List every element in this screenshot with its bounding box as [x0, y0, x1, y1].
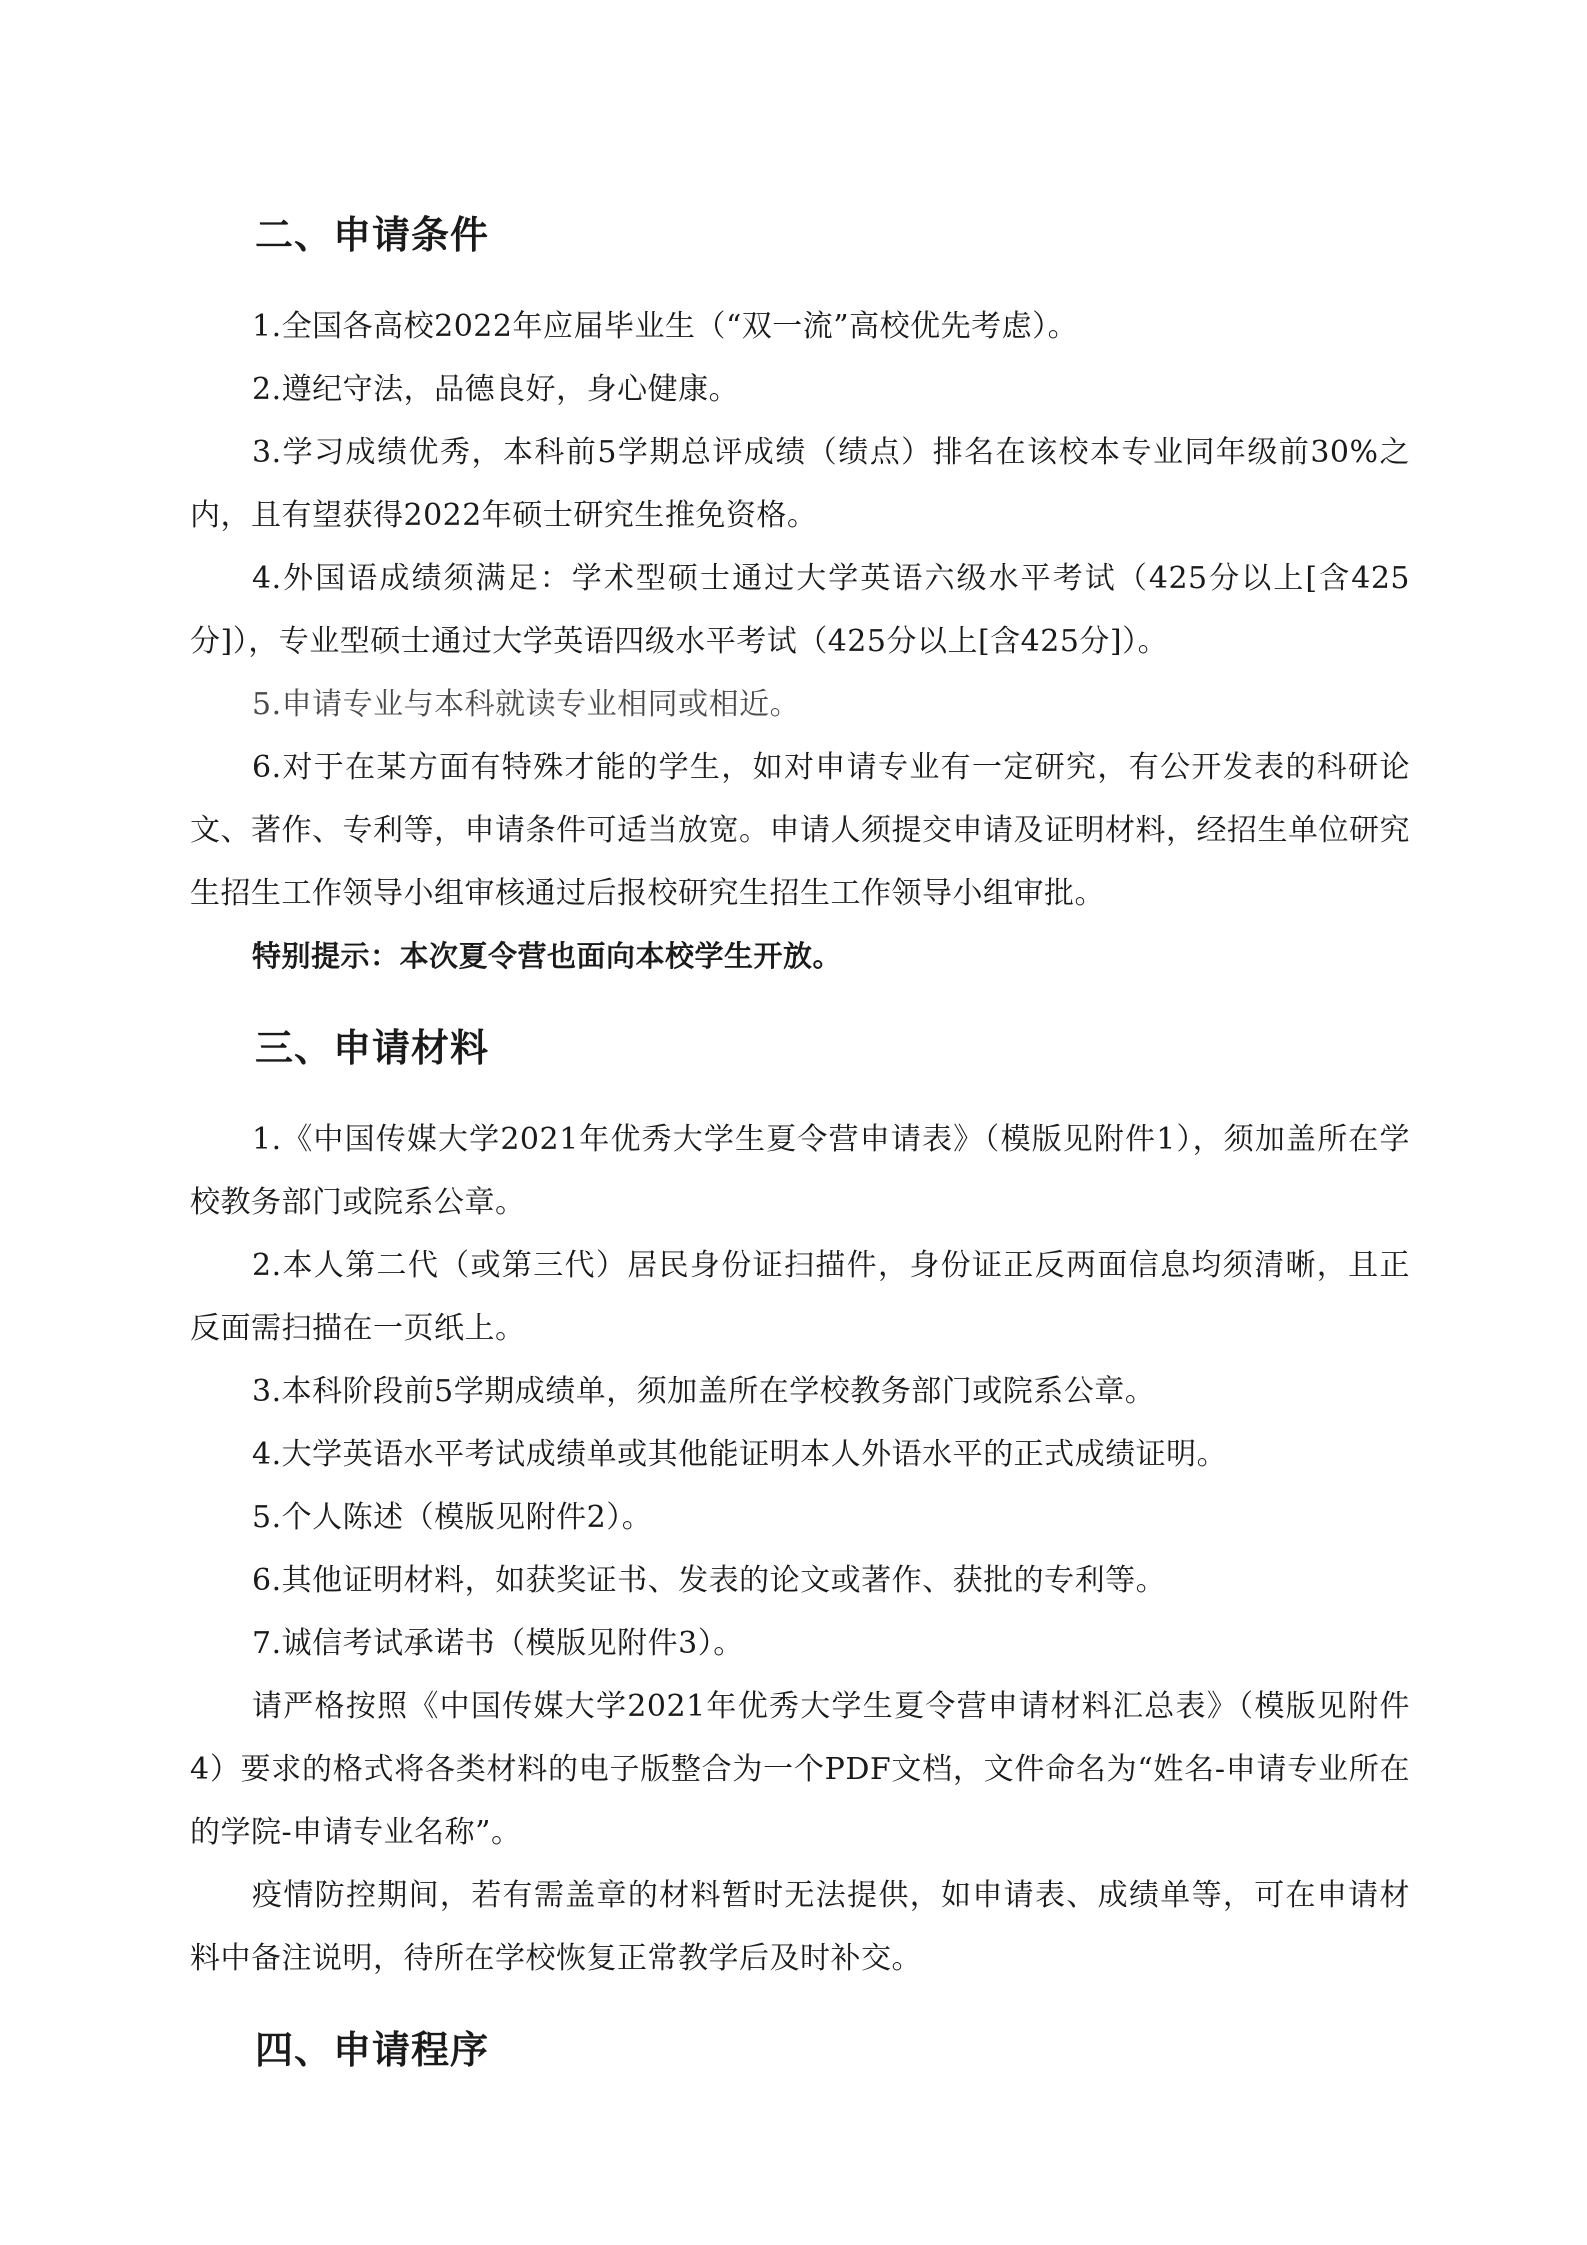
section-heading-materials: 三、申请材料 — [255, 1026, 490, 1070]
material-item-7: 7.诚信考试承诺书（模版见附件3）。 — [252, 1626, 744, 1661]
material-item-2: 2.本人第二代（或第三代）居民身份证扫描件，身份证正反两面信息均须清晰，且正反面需扫描在一页纸上。 — [190, 1248, 1410, 1346]
condition-item-6: 6.对于在某方面有特殊才能的学生，如对申请专业有一定研究，有公开发表的科研论文、著作、专利等，申请条件可适当放宽。申请人须提交申请及证明材料，经招生单位研究生招生工作领导小组审核通过后报校研究生招生工作领导小组审批。 — [190, 750, 1410, 911]
condition-item-4: 4.外国语成绩须满足：学术型硕士通过大学英语六级水平考试（425分以上[含425分]），专业型硕士通过大学英语四级水平考试（425分以上[含425分]）。 — [190, 561, 1410, 659]
condition-item-1: 1.全国各高校2022年应届毕业生（“双一流”高校优先考虑）。 — [252, 309, 1079, 344]
materials-format-instruction: 请严格按照《中国传媒大学2021年优秀大学生夏令营申请材料汇总表》（模版见附件4）要求的格式将各类材料的电子版整合为一个PDF文档，文件命名为“姓名-申请专业所在的学院-申请专业名称”。 — [190, 1689, 1410, 1850]
material-item-5: 5.个人陈述（模版见附件2）。 — [252, 1500, 653, 1535]
condition-item-2: 2.遵纪守法，品德良好，身心健康。 — [252, 372, 740, 407]
section-heading-procedure: 四、申请程序 — [255, 2028, 490, 2072]
material-item-1: 1.《中国传媒大学2021年优秀大学生夏令营申请表》（模版见附件1），须加盖所在学校教务部门或院系公章。 — [190, 1122, 1410, 1220]
condition-item-3: 3.学习成绩优秀，本科前5学期总评成绩（绩点）排名在该校本专业同年级前30%之内，且有望获得2022年硕士研究生推免资格。 — [190, 435, 1410, 533]
material-item-3: 3.本科阶段前5学期成绩单，须加盖所在学校教务部门或院系公章。 — [252, 1374, 1156, 1409]
material-item-6: 6.其他证明材料，如获奖证书、发表的论文或著作、获批的专利等。 — [252, 1563, 1167, 1598]
document-content — [190, 205, 1410, 2110]
epidemic-note: 疫情防控期间，若有需盖章的材料暂时无法提供，如申请表、成绩单等，可在申请材料中备注说明，待所在学校恢复正常教学后及时补交。 — [190, 1878, 1410, 1976]
section-heading-conditions: 二、申请条件 — [255, 213, 490, 257]
condition-item-5: 5.申请专业与本科就读专业相同或相近。 — [252, 687, 801, 722]
special-note: 特别提示：本次夏令营也面向本校学生开放。 — [252, 939, 843, 973]
material-item-4: 4.大学英语水平考试成绩单或其他能证明本人外语水平的正式成绩证明。 — [252, 1437, 1228, 1472]
